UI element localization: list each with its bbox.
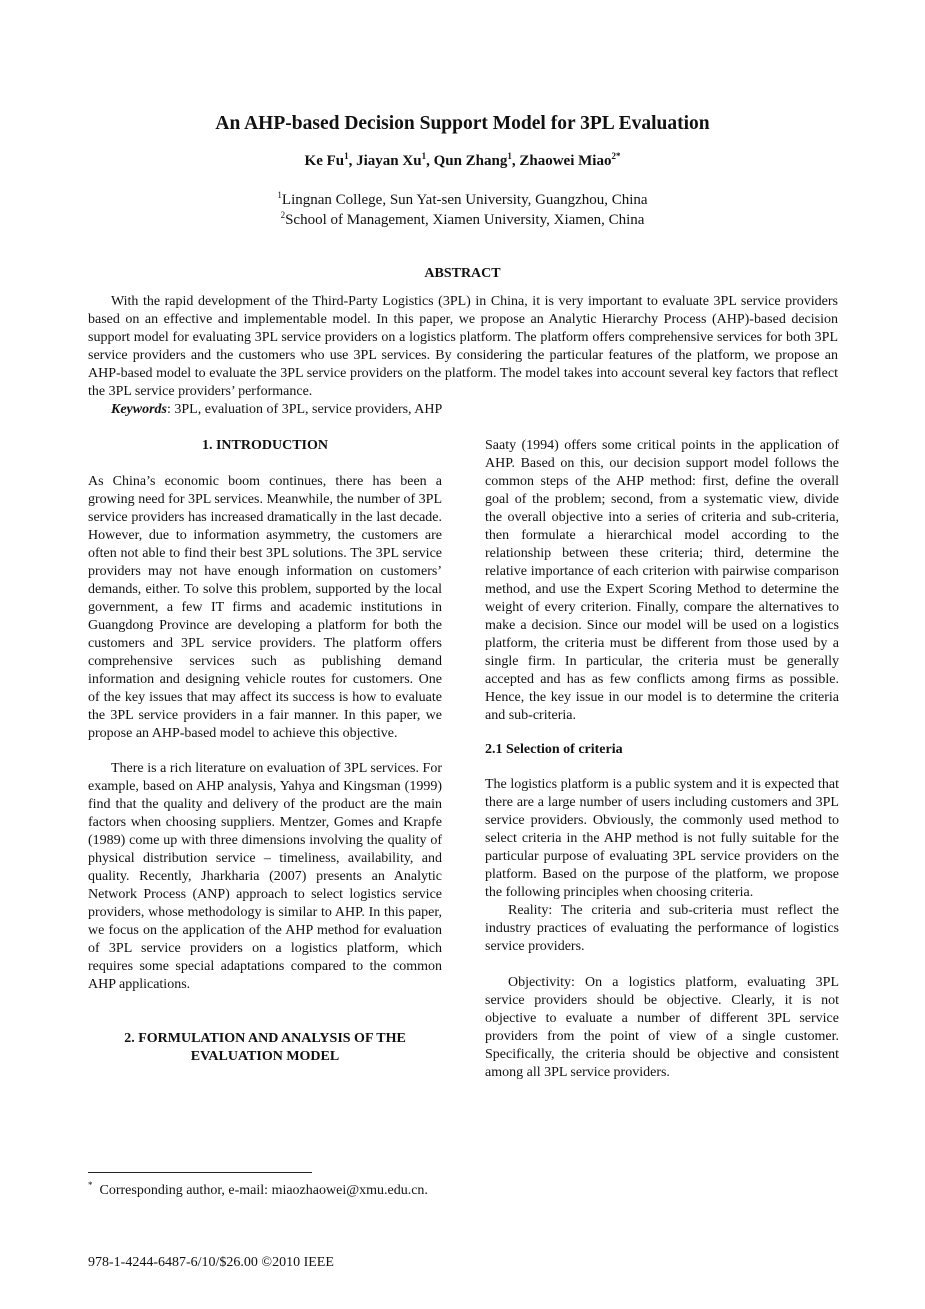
paragraph: There is a rich literature on evaluation of 3PL services. For example, based on AHP analysis, Yahya and Kingsman (1999) find that the quality and delivery of the product are the main factors when choosing suppliers. Mentzer, Gomes and Krapfe (1989) come up with three dimensions involving the quality of physical distribution service – timeliness, availability, and quality. Recently, Jharkharia (2007) presents an Analytic Network Process (ANP) approach to select logistics service providers, whose methodology is similar to AHP. In this paper, we focus on the application of the AHP method for evaluation of 3PL service providers on a logistics platform, which requires some special adaptations compared to the common AHP applications. [88,761,442,992]
left-column [88,437,442,1066]
footnote: * Corresponding author, e-mail: miaozhaowei@xmu.edu.cn. [88,1180,428,1198]
right-column [485,437,839,1082]
section-heading-introduction: 1. INTRODUCTION [201,438,328,453]
abstract-text: With the rapid development of the Third-Party Logistics (3PL) in China, it is very important to evaluate 3PL service providers based on an effective and implementable model. In this paper, we propose an Analytic Hierarchy Process (AHP)-based decision support model for evaluating 3PL service providers on a logistics platform. The platform offers comprehensive services for both 3PL service providers and the customers who use 3PL services. By considering the particular features of the platform, we propose an AHP-based model to evaluate the 3PL service providers on the platform. The model takes into account several key factors that reflect the 3PL service providers’ performance. [88,294,838,399]
paragraph: The logistics platform is a public system and it is expected that there are a large number of users including customers and 3PL service providers. Obviously, the commonly used method to select criteria in the AHP method is not fully suitable for the particular purpose of evaluating 3PL service providers on the platform. Based on the purpose of the platform, we propose the following principles when choosing criteria. [485,777,839,900]
subsection-heading-criteria: 2.1 Selection of criteria [485,742,623,757]
author: Qun Zhang$^1$, [433,151,520,169]
keywords-text: : 3PL, evaluation of 3PL, service providers, AHP [167,402,443,417]
page-footer: 978-1-4244-6487-6/10/$26.00 ©2010 IEEE [88,1255,334,1270]
footnote-divider [88,1172,312,1173]
paragraph: Objectivity: On a logistics platform, evaluating 3PL service providers should be objective. Clearly, it is not objective to evaluate a number of different 3PL service providers from the point of view of a single customer. Specifically, the criteria should be objective and consistent among all 3PL service providers. [485,975,839,1080]
abstract-heading: ABSTRACT [424,266,501,281]
abstract-body [88,293,838,419]
paragraph: As China’s economic boom continues, there has been a growing need for 3PL services. Meanwhile, the number of 3PL service providers has increased dramatically in the last decade. However, due to information asymmetry, the customers are often not able to find their best 3PL solutions. The 3PL service providers may not have enough information on customers’ demands, either. To solve this problem, supported by the local government, a few IT firms and academic institutions in Guangdong Province are developing a platform for both the customers and 3PL service providers. The platform offers comprehensive services such as publishing demand information and designing vehicle routes for customers. One of the key issues that may affect its success is how to evaluate the 3PL service providers in a fair manner. In this paper, we propose an AHP-based model to achieve this objective. [88,474,442,741]
keywords-line [88,401,838,419]
author: Ke Fu$^1$, [304,151,357,169]
affiliation-line: $^1$Lingnan College, Sun Yat-sen University, Guangzhou, China [277,190,648,208]
affiliation-line: $^2$School of Management, Xiamen University, Xiamen, China [280,210,645,228]
paragraph: Reality: The criteria and sub-criteria must reflect the industry practices of evaluating the performance of logistics service providers. [485,903,839,954]
paper-title: An AHP-based Decision Support Model for 3PL Evaluation [215,113,710,134]
paragraph: Saaty (1994) offers some critical points in the application of AHP. Based on this, our decision support model follows the common steps of the AHP method: first, define the overall goal of the problem; second, from a systematic view, divide the overall objective into a series of criteria and sub-criteria, then formulate a hierarchical model according to the relationship between these criteria; third, determine the relative importance of each criterion with pairwise comparison method, and use the Expert Scoring Method to determine the weight of every criterion. Finally, compare the alternatives to make a decision. Since our model will be used on a logistics platform, the criteria must be different from those used by a single firm. In particular, the criteria must be generally accepted and has as few conflicts among firms as possible. Hence, the key issue in our model is to determine the criteria and sub-criteria. [485,438,839,723]
author: Jiayan Xu$^1$, [356,151,434,169]
affiliations [0,190,925,230]
section-heading-formulation: 2. FORMULATION AND ANALYSIS OF THE EVALUATION MODEL [124,1031,406,1064]
author: Zhaowei Miao$^{2*}$ [519,151,621,169]
keywords-label: Keywords [111,402,167,417]
author-list [0,153,925,170]
